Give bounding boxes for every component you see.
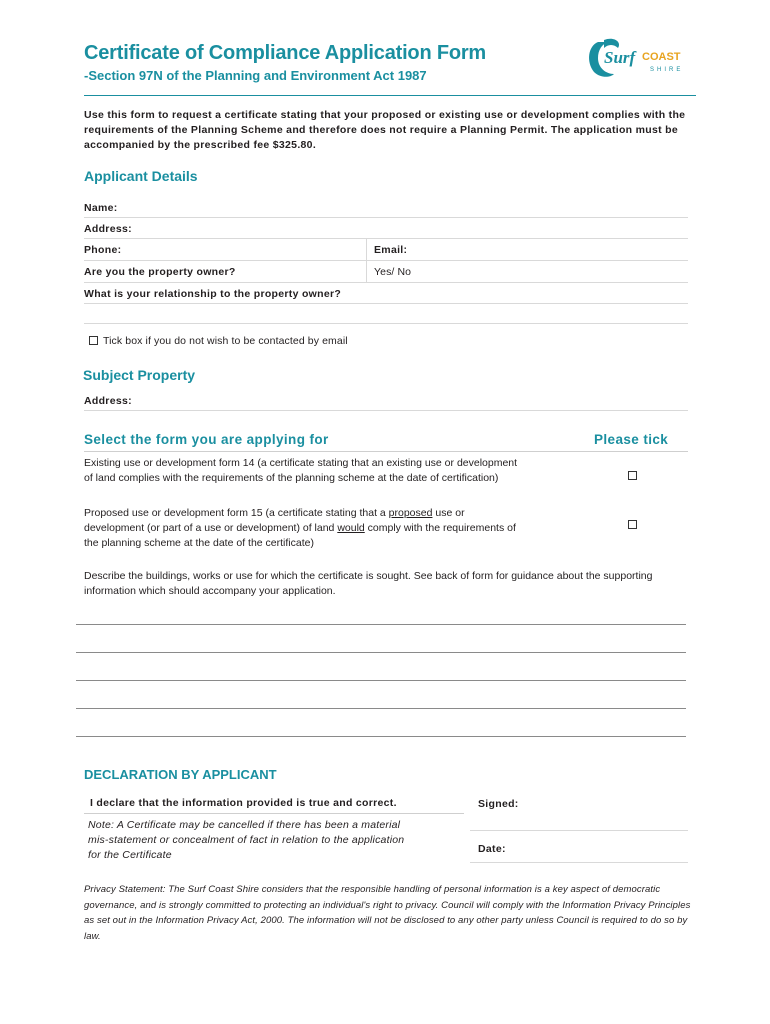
relationship-field-line-1[interactable] (84, 303, 688, 304)
owner-yes-no[interactable]: Yes/ No (374, 266, 412, 278)
declaration-statement: I declare that the information provided is true and correct. (90, 797, 397, 809)
address-field[interactable] (84, 238, 688, 239)
no-email-label: Tick box if you do not wish to be contacted by email (103, 335, 348, 347)
logo-coast-text: COAST (642, 51, 681, 63)
applicant-details-heading: Applicant Details (84, 168, 198, 184)
date-field[interactable] (470, 862, 688, 863)
phone-label: Phone: (84, 244, 122, 256)
relationship-field-line-2[interactable] (84, 323, 688, 324)
logo-surf-text: Surf (604, 48, 636, 67)
form-15-option-text: Proposed use or development form 15 (a certificate stating that a proposed use or development (or part of a use or development) of land would comply with the requirements of the planning scheme at the date of the certificate) (84, 507, 516, 549)
property-address-label: Address: (84, 395, 132, 407)
declaration-note: Note: A Certificate may be cancelled if there has been a material mis-statement or concealment of fact in relation to the application for the Certificate (88, 819, 405, 861)
intro-text: Use this form to request a certificate stating that your proposed or existing use or development complies with the requirements of the Planning Scheme and therefore does not require a Planning Permit. The application must be accompanied by the prescribed fee $325.80. (84, 109, 686, 151)
form-select-divider (84, 451, 688, 452)
describe-line-2[interactable] (76, 652, 686, 653)
describe-line-5[interactable] (76, 736, 686, 737)
declaration-heading: DECLARATION BY APPLICANT (84, 767, 277, 782)
declaration-divider (84, 813, 464, 814)
relationship-label: What is your relationship to the property owner? (84, 288, 342, 300)
select-form-heading: Select the form you are applying for (84, 432, 329, 447)
no-email-checkbox[interactable] (89, 336, 98, 345)
would-emphasis: would (337, 522, 365, 534)
name-label: Name: (84, 202, 118, 214)
describe-line-1[interactable] (76, 624, 686, 625)
privacy-statement: Privacy Statement: The Surf Coast Shire considers that the responsible handling of personal information is a key aspect of democratic governance, and is strongly committed to protecting an individual's right to privacy. Council will comply with the Information Privacy Principles as set out in the Information Privacy Act, 2000. The information will not be disclosed to any other party unless Council is required to do so by law. (84, 884, 691, 942)
property-address-field[interactable] (84, 410, 688, 411)
form-title: Certificate of Compliance Application Form (84, 42, 487, 64)
form-14-option-text: Existing use or development form 14 (a certificate stating that an existing use or development of land complies with the requirements of the planning scheme at the date of certification) (84, 457, 518, 484)
proposed-emphasis: proposed (388, 507, 433, 519)
name-field[interactable] (84, 217, 688, 218)
owner-field (84, 282, 688, 283)
phone-email-field[interactable] (84, 260, 688, 261)
form-14-checkbox[interactable] (628, 471, 637, 480)
logo-shire-text: SHIRE (650, 67, 684, 73)
address-label: Address: (84, 223, 132, 235)
subject-property-heading: Subject Property (83, 367, 196, 383)
surf-coast-shire-logo (584, 36, 694, 80)
owner-question-label: Are you the property owner? (84, 266, 236, 278)
describe-line-4[interactable] (76, 708, 686, 709)
please-tick-heading: Please tick (594, 432, 669, 447)
describe-line-3[interactable] (76, 680, 686, 681)
signed-label: Signed: (478, 798, 519, 810)
email-label: Email: (374, 244, 408, 256)
header-divider (84, 95, 696, 96)
date-label: Date: (478, 843, 506, 855)
form-15-checkbox[interactable] (628, 520, 637, 529)
form-subtitle: -Section 97N of the Planning and Environment Act 1987 (84, 68, 427, 83)
signature-field[interactable] (470, 830, 688, 831)
describe-instructions: Describe the buildings, works or use for which the certificate is sought. See back of form for guidance about the supporting information which should accompany your application. (84, 570, 653, 597)
